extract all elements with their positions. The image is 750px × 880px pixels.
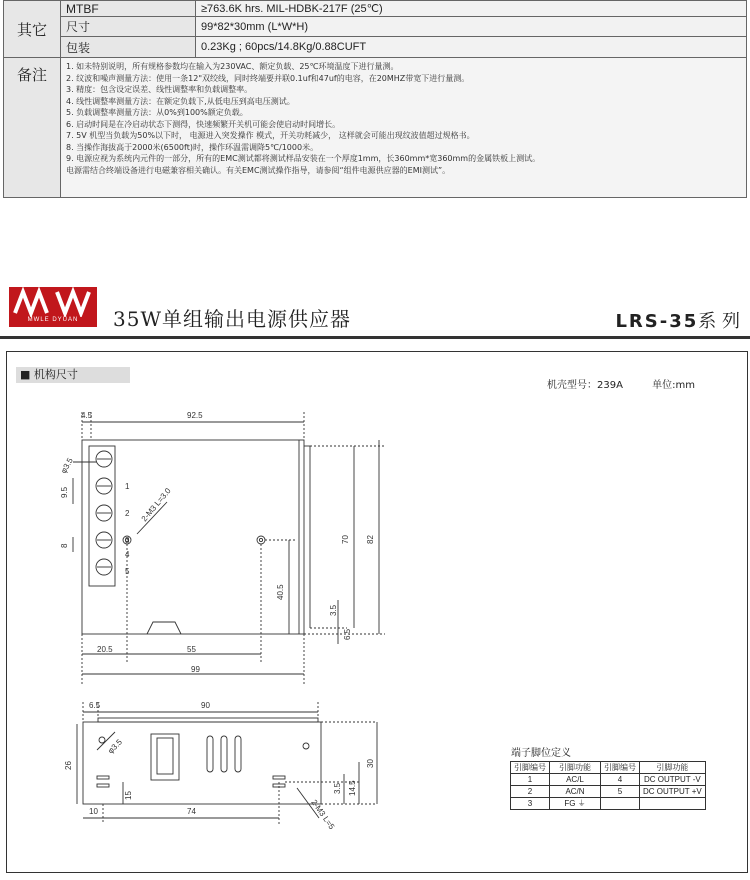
brand-logo xyxy=(9,287,97,327)
pin-number: 4 xyxy=(601,774,640,786)
pin-number: 3 xyxy=(511,798,550,810)
pin-function: FG ⏚ xyxy=(550,798,601,810)
notes-block xyxy=(61,58,747,198)
side-dim-15: 15 xyxy=(124,791,133,800)
product-title: 35W单组输出电源供应器 xyxy=(113,307,352,331)
dim-99: 99 xyxy=(191,665,200,674)
dim-2-m3-l3: 2-M3 L=3.0 xyxy=(139,486,173,524)
note-line: 6. 启动时间是在冷启动状态下测得，快速频繁开关机可能会使启动时间增长。 xyxy=(66,119,341,129)
side-dim-30: 30 xyxy=(366,759,375,768)
series-name xyxy=(615,307,740,333)
logo-subtitle: MWLE DYUAN xyxy=(27,317,79,323)
pin-number: 2 xyxy=(511,786,550,798)
pin-number: 1 xyxy=(511,774,550,786)
table-row xyxy=(511,774,706,786)
product-header xyxy=(0,283,750,343)
pin-function: AC/N xyxy=(550,786,601,798)
note-line: 8. 当操作海拔高于2000米(6500ft)时，操作环温需调降5℃/1000米。 xyxy=(66,142,319,152)
note-line: 9. 电源应视为系统内元件的一部分，所有的EMC测试都将测试样品安装在一个厚度1mm，长360mm*宽360mm的金属铁板上测试。 xyxy=(66,154,541,163)
terminal-label-4: 4 xyxy=(125,550,130,559)
note-line: 2. 纹波和噪声测量方法：使用一条12"双绞线，同时终端要并联0.1uf和47uf的电容，在20MHZ带宽下进行量测。 xyxy=(66,73,470,83)
note-line: 4. 线性调整率测量方法：在额定负载下,从低电压到高电压测试。 xyxy=(66,96,295,106)
pin-header: 引脚功能 xyxy=(550,762,601,774)
pin-function: DC OUTPUT -V xyxy=(640,774,706,786)
side-dim-6-5: 6.5 xyxy=(89,701,101,710)
terminal-label-2: 2 xyxy=(125,509,130,518)
case-label: 机壳型号：239A xyxy=(547,380,623,391)
dim-92-5: 92.5 xyxy=(187,411,203,420)
pin-table-title: 端子脚位定义 xyxy=(511,748,571,759)
spec-value-package: 0.23Kg ; 60pcs/14.8Kg/0.88CUFT xyxy=(196,37,747,58)
pin-header: 引脚编号 xyxy=(511,762,550,774)
spec-table xyxy=(3,0,747,198)
spec-key-mtbf: MTBF xyxy=(61,1,196,17)
spec-key-size: 尺寸 xyxy=(61,17,196,37)
pin-function: AC/L xyxy=(550,774,601,786)
dim-4-5: 4.5 xyxy=(81,411,93,420)
note-line: 3. 精度：包含设定误差、线性调整率和负载调整率。 xyxy=(66,85,253,94)
mechanical-section xyxy=(6,351,748,873)
note-line: 1. 如未特别说明，所有规格参数均在输入为230VAC、额定负载、25℃环境温度下进行量测。 xyxy=(66,62,399,71)
side-dim-10: 10 xyxy=(89,807,98,816)
dim-82: 82 xyxy=(366,535,375,544)
spec-key-package: 包装 xyxy=(61,37,196,58)
dim-40-5: 40.5 xyxy=(276,584,285,600)
terminal-label-1: 1 xyxy=(125,482,130,491)
pin-function: DC OUTPUT +V xyxy=(640,786,706,798)
side-dim-3-5: 3.5 xyxy=(333,782,342,794)
section-label: ■ 机构尺寸 xyxy=(16,367,130,383)
dim-6-5: 6.5 xyxy=(343,628,352,640)
pin-number xyxy=(601,798,640,810)
note-line: 7. 5V 机型当负载为50%以下时， 电源进入突发操作 模式，开关功耗减少， 这样就会可能出现纹波值超过规格书。 xyxy=(66,131,475,140)
pin-header: 引脚编号 xyxy=(601,762,640,774)
side-dim-74: 74 xyxy=(187,807,196,816)
dim-55: 55 xyxy=(187,645,196,654)
terminal-label-5: 5 xyxy=(125,567,130,576)
group-notes: 备注 xyxy=(4,58,61,198)
header-rule xyxy=(0,336,750,339)
side-dim-14-5: 14.5 xyxy=(348,780,357,796)
table-row xyxy=(511,798,706,810)
side-dim-hole-3-5: φ3.5 xyxy=(106,737,124,756)
dim-8: 8 xyxy=(60,543,69,548)
dim-70: 70 xyxy=(341,535,350,544)
dim-20-5: 20.5 xyxy=(97,645,113,654)
terminal-label-3: 3 xyxy=(125,536,130,545)
group-other: 其它 xyxy=(4,1,61,58)
pin-number: 5 xyxy=(601,786,640,798)
table-row xyxy=(511,786,706,798)
pin-function xyxy=(640,798,706,810)
spec-value-size: 99*82*30mm (L*W*H) xyxy=(196,17,747,37)
dim-9-5: 9.5 xyxy=(60,486,69,498)
series-suffix: 系 列 xyxy=(698,311,740,332)
side-dim-90: 90 xyxy=(201,701,210,710)
note-line: 5. 负载调整率测量方法：从0%到100%额定负载。 xyxy=(66,108,248,117)
dim-hole-3-5: φ3.5 xyxy=(58,456,75,475)
pin-header: 引脚功能 xyxy=(640,762,706,774)
series-model: LRS-35 xyxy=(615,311,699,332)
side-dim-26: 26 xyxy=(64,761,73,770)
dim-3-5-top: 3.5 xyxy=(329,604,338,616)
side-dim-2-m3-l5: 2-M3 L=5 xyxy=(309,797,337,832)
note-line: 电源需结合终端设备进行电磁兼容相关确认。有关EMC测试操作指导，请参阅“组件电源供应器的EMI测试”。 xyxy=(66,165,451,175)
spec-value-mtbf: ≥763.6K hrs. MIL-HDBK-217F (25℃) xyxy=(196,1,747,17)
logo-mark-icon xyxy=(9,287,97,317)
unit-label: 单位:mm xyxy=(652,380,695,391)
pin-table xyxy=(510,761,706,810)
